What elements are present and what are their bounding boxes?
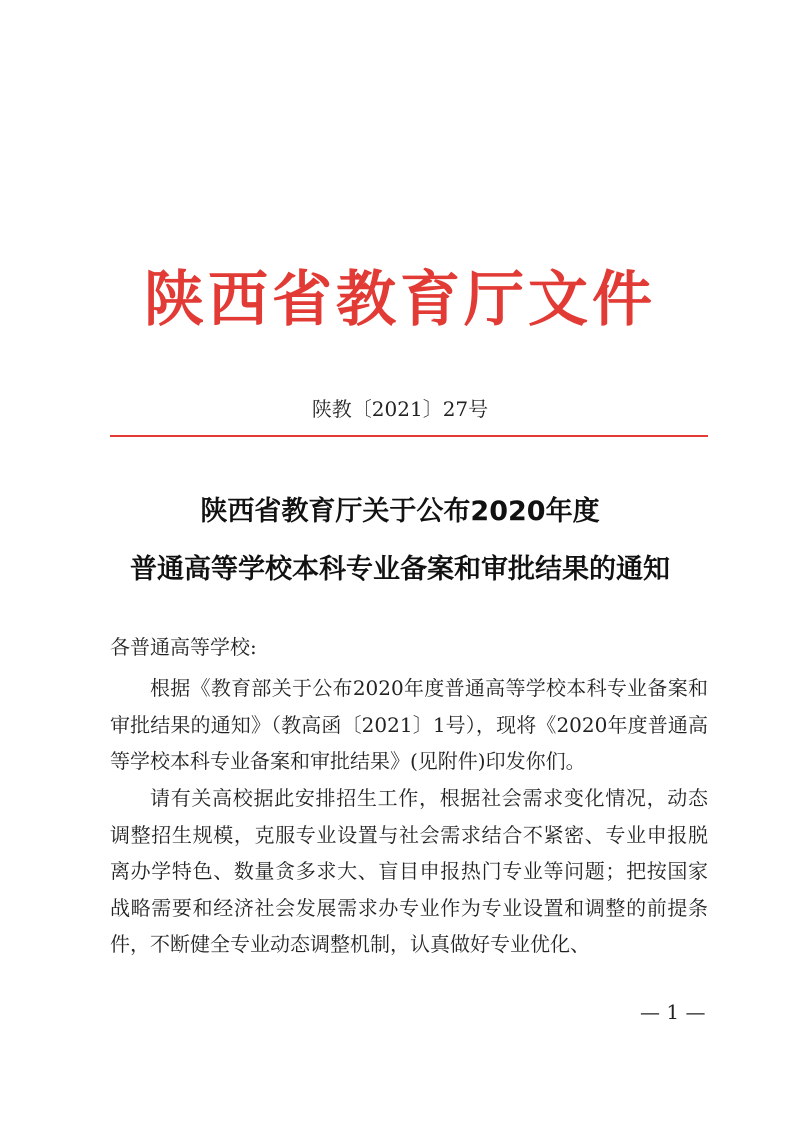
document-number: 陕教〔2021〕27号 bbox=[311, 397, 489, 421]
red-divider-line bbox=[110, 435, 708, 437]
page-number: — 1 — bbox=[640, 1000, 706, 1024]
notice-title-line-1: 陕西省教育厅关于公布2020年度 bbox=[200, 496, 600, 527]
salutation: 各普通高等学校: bbox=[110, 635, 257, 659]
notice-title-line-2: 普通高等学校本科专业备案和审批结果的通知 bbox=[130, 554, 670, 585]
body-paragraph: 请有关高校据此安排招生工作，根据社会需求变化情况，动态调整招生规模，克服专业设置与社会需求结合不紧密、专业申报脱离办学特色、数量贪多求大、盲目申报热门专业等问题；把按国家战略需要和经济社会发展需求办专业作为专业设置和调整的前提条件，不断健全专业动态调整机制，认真做好专业优化、 bbox=[110, 786, 708, 956]
body-paragraph: 根据《教育部关于公布2020年度普通高等学校本科专业备案和审批结果的通知》（教高函〔2021〕1号），现将《2020年度普通高等学校本科专业备案和审批结果》(见附件)印发你们。 bbox=[110, 676, 708, 773]
masthead-title: 陕西省教育厅文件 bbox=[144, 265, 656, 335]
